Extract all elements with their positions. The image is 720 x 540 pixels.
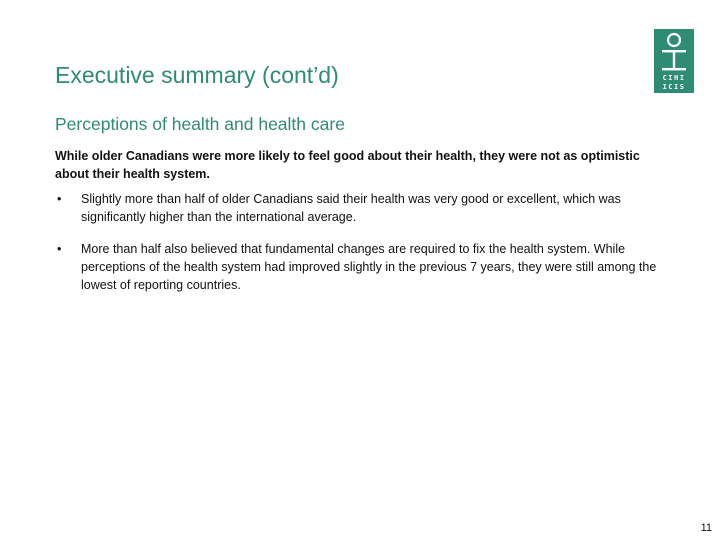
section-subtitle: Perceptions of health and health care bbox=[55, 114, 345, 134]
bullet-marker: • bbox=[57, 192, 62, 206]
bullet-text: More than half also believed that fundamental changes are required to fix the health system. While perceptions of the health system had improved slightly in the previous 7 years, they were still among the lowest of reporting countries. bbox=[81, 242, 657, 292]
bullet-item bbox=[55, 240, 665, 294]
lead-paragraph: While older Canadians were more likely to feel good about their health, they were not as optimistic about their health system. bbox=[55, 149, 640, 181]
logo-bottom-text: ICIS bbox=[662, 83, 686, 91]
cihi-logo bbox=[654, 29, 694, 93]
bullet-marker: • bbox=[57, 242, 62, 256]
bullet-text: Slightly more than half of older Canadians said their health was very good or excellent, which was significantly higher than the international average. bbox=[81, 192, 621, 224]
bullet-list bbox=[55, 190, 665, 308]
bullet-item bbox=[55, 190, 665, 226]
page-number: 11 bbox=[700, 522, 712, 534]
slide-title: Executive summary (cont’d) bbox=[55, 62, 339, 88]
logo-top-text: CIHI bbox=[662, 74, 686, 82]
